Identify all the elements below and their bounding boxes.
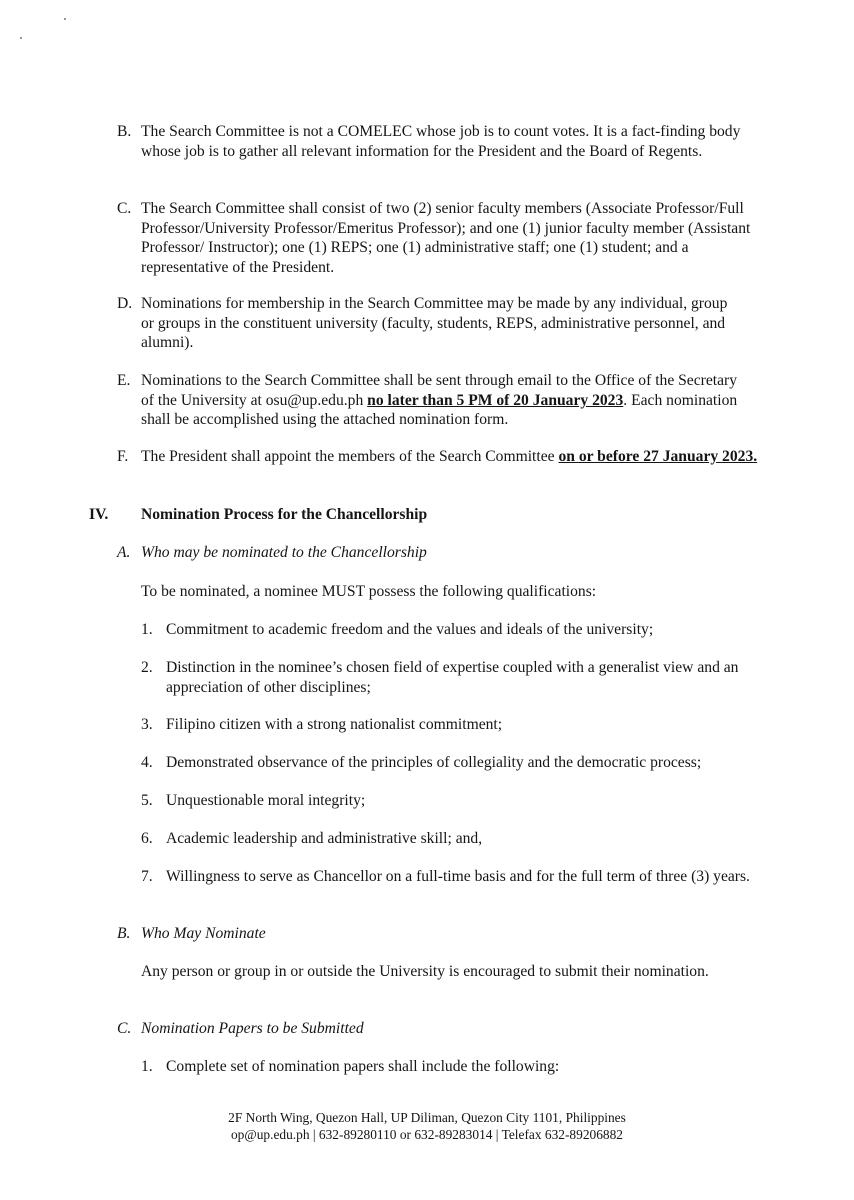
list-number: 4. — [141, 754, 153, 771]
item-text-before: Nominations to the Search Committee shall be sent through email to the Office of the Secretary of the University at osu@up.edu.ph — [141, 372, 738, 409]
list-text: Commitment to academic freedom and the values and ideals of the university; — [166, 621, 654, 638]
list-text: Filipino citizen with a strong nationalist commitment; — [166, 716, 503, 733]
item-label: C. — [117, 200, 132, 217]
subsection-title: Nomination Papers to be Submitted — [141, 1020, 364, 1037]
qualifications-intro: To be nominated, a nominee MUST possess the following qualifications: — [141, 583, 597, 600]
scan-speck — [64, 18, 66, 20]
item-text-after: . Each nomination shall be accomplished using the attached nomination form. — [141, 391, 738, 428]
footer-contact: op@up.edu.ph | 632-89280110 or 632-89283014 | Telefax 632-89206882 — [230, 1127, 623, 1142]
list-text: Demonstrated observance of the principles of collegiality and the democratic process; — [166, 754, 702, 771]
subsection-label: A. — [117, 544, 131, 561]
item-text-before: The President shall appoint the members of the Search Committee — [141, 448, 559, 465]
subsection-title: Who May Nominate — [141, 925, 266, 942]
deadline-text: no later than 5 PM of 20 January 2023 — [367, 391, 624, 409]
list-text: Academic leadership and administrative skill; and, — [166, 830, 483, 847]
section-title: Nomination Process for the Chancellorship — [141, 506, 428, 523]
subsection-label: C. — [117, 1020, 132, 1037]
item-text: The Search Committee is not a COMELEC whose job is to count votes. It is a fact-finding body whose job is to gather all relevant information for the President and the Board of Regents. — [141, 123, 741, 160]
item-label: E. — [117, 372, 131, 389]
list-text: Distinction in the nominee’s chosen field of expertise coupled with a generalist view and an appreciation of other disciplines; — [166, 659, 739, 696]
item-text — [141, 447, 771, 467]
list-number: 6. — [141, 830, 153, 847]
subsection-text: Any person or group in or outside the University is encouraged to submit their nomination. — [141, 963, 709, 980]
item-text — [141, 371, 741, 430]
list-number: 1. — [141, 1058, 153, 1075]
list-text: Willingness to serve as Chancellor on a full-time basis and for the full term of three (3) years. — [166, 868, 750, 885]
list-number: 2. — [141, 659, 153, 676]
scan-speck — [20, 37, 22, 39]
deadline-text: on or before 27 January 2023. — [558, 448, 758, 465]
item-text: Nominations for membership in the Search Committee may be made by any individual, group or groups in the constituent university (faculty, students, REPS, administrative personnel, and alumni). — [141, 295, 728, 351]
subsection-title: Who may be nominated to the Chancellorship — [141, 544, 427, 561]
list-number: 3. — [141, 716, 153, 733]
item-label: B. — [117, 123, 132, 140]
section-numeral: IV. — [89, 506, 109, 523]
subsection-label: B. — [117, 925, 131, 942]
list-number: 5. — [141, 792, 153, 809]
list-number: 1. — [141, 621, 153, 638]
item-label: F. — [117, 448, 129, 465]
list-text: Unquestionable moral integrity; — [166, 792, 366, 809]
item-label: D. — [117, 295, 133, 312]
list-text: Complete set of nomination papers shall include the following: — [166, 1058, 560, 1075]
list-number: 7. — [141, 868, 153, 885]
footer-address: 2F North Wing, Quezon Hall, UP Diliman, Quezon City 1101, Philippines — [228, 1110, 626, 1125]
item-text: The Search Committee shall consist of two (2) senior faculty members (Associate Professor/Full Professor/University Professor/Emeritus Professor); and one (1) junior faculty member (Assistant Professor/ Instructor); one (1) REPS; one (1) administrative staff; one (1) student; and a representative of the President. — [141, 200, 751, 276]
